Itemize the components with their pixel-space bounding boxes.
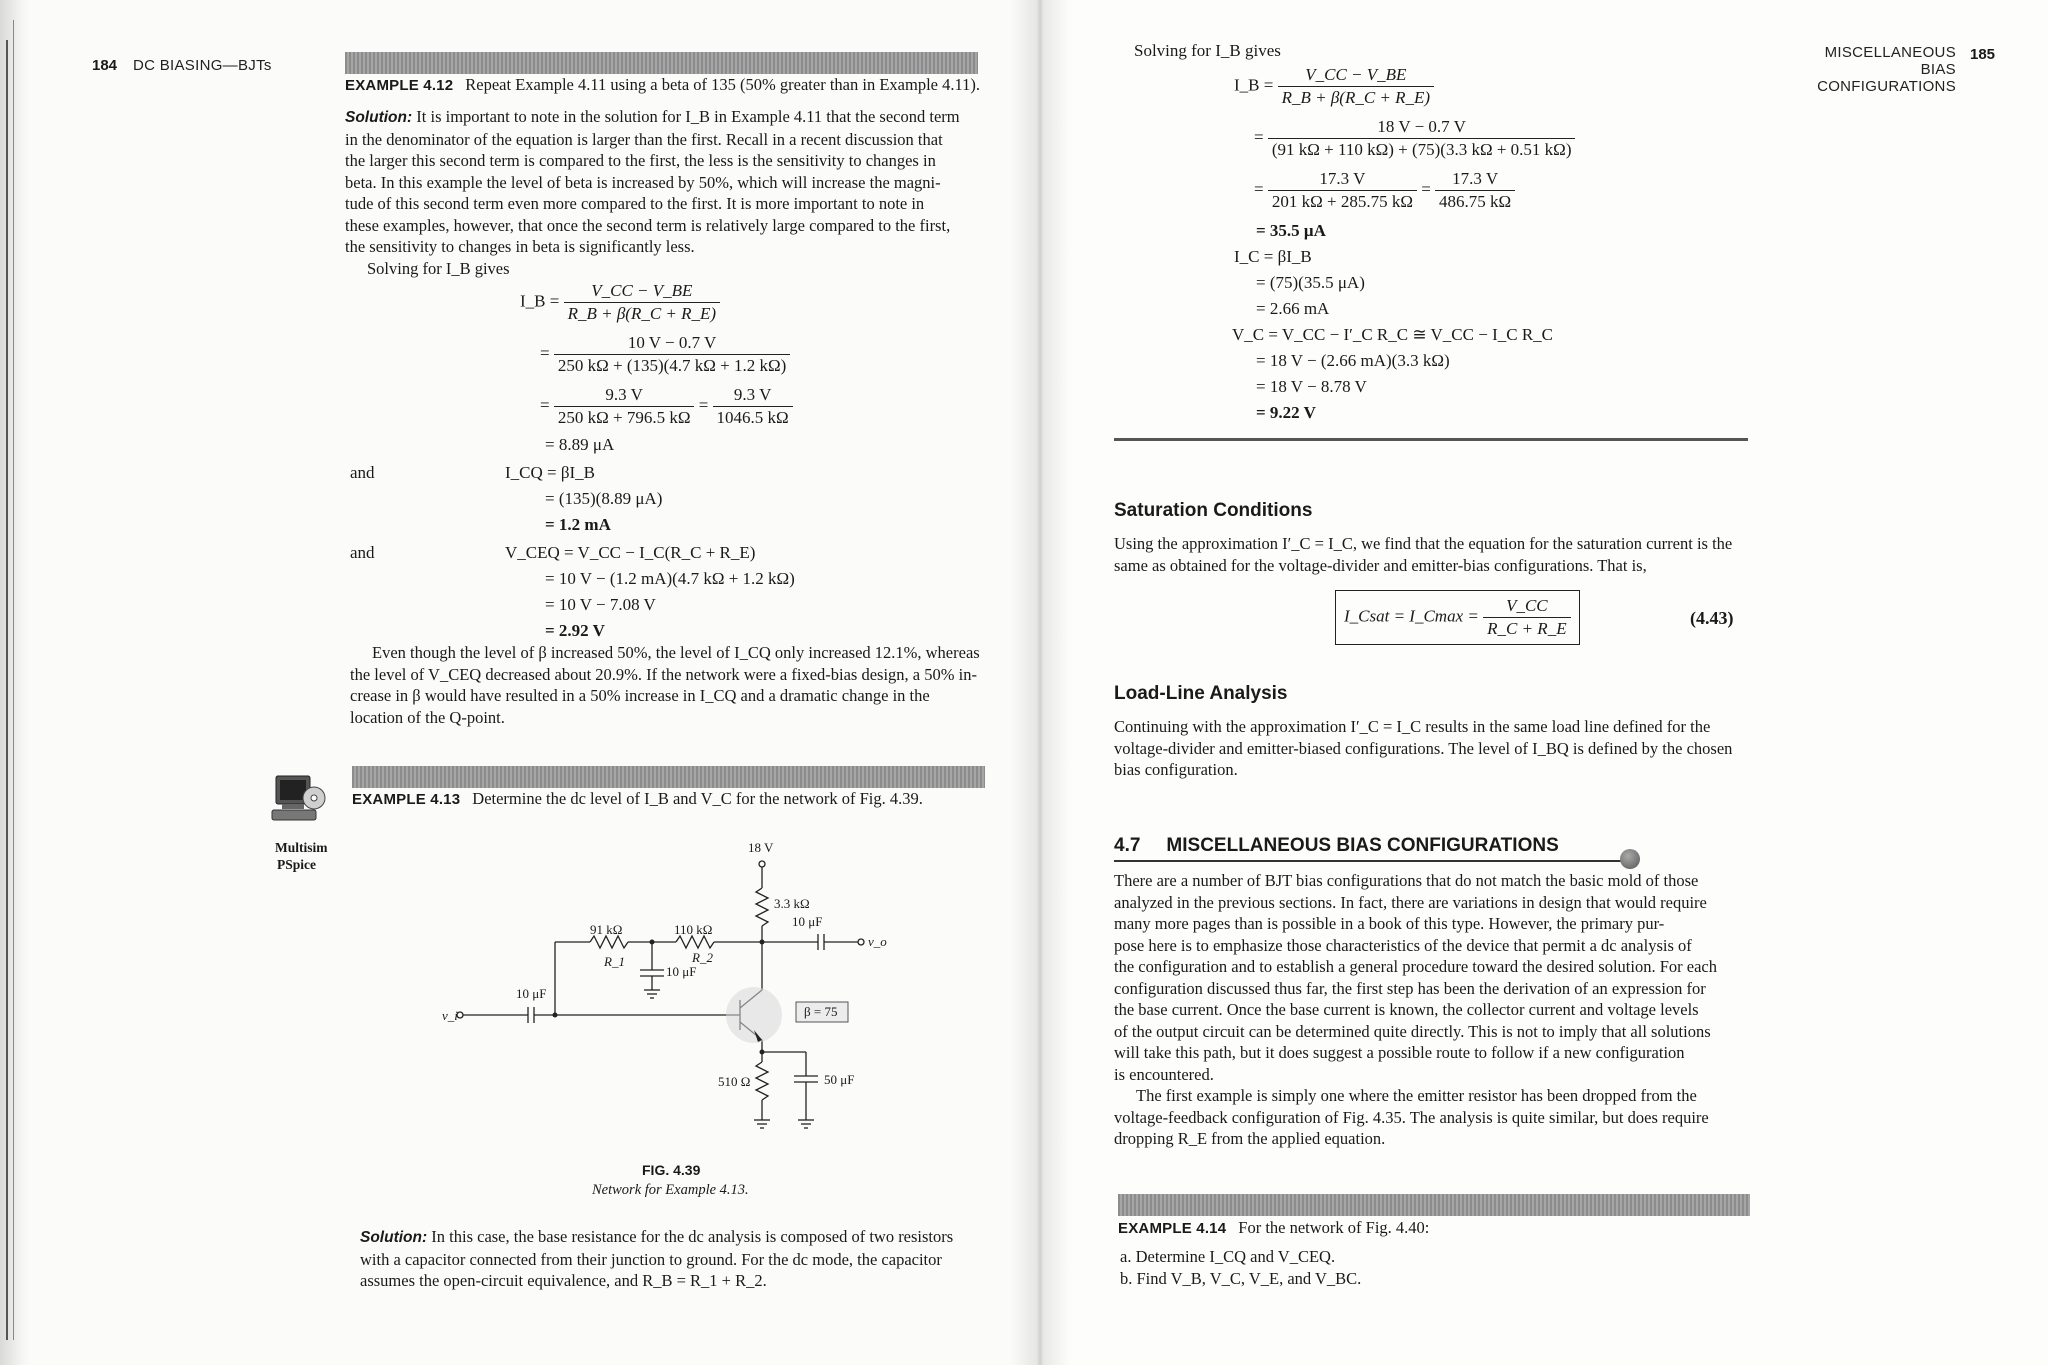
solution-line: tude of this second term even more compared to the first. It is more important to note in bbox=[345, 194, 925, 213]
running-head-line: CONFIGURATIONS bbox=[1817, 78, 1956, 95]
ib-result: = 8.89 μA bbox=[545, 435, 615, 454]
denominator: 1046.5 kΩ bbox=[716, 408, 789, 427]
denominator: R_C + R_E bbox=[1487, 619, 1567, 638]
solution-label: Solution: bbox=[345, 109, 413, 126]
fig-label: FIG. 4.39 bbox=[642, 1162, 701, 1178]
solving-line: Solving for I_B gives bbox=[1134, 41, 1281, 60]
text-line: will take this path, but it does suggest a possible route to follow if a new configuration bbox=[1114, 1043, 1685, 1062]
fraction bbox=[554, 384, 695, 429]
example-413-statement: Determine the dc level of I_B and V_C for the network of Fig. 4.39. bbox=[472, 789, 923, 808]
solution-line: the larger this second term is compared to the first, the less is the sensitivity to changes in bbox=[345, 151, 936, 170]
example-end-rule bbox=[1114, 438, 1748, 441]
solving-line: Solving for I_B gives bbox=[367, 258, 510, 278]
text-line: Continuing with the approximation I′_C = I_C results in the same load line defined for the bbox=[1114, 717, 1711, 736]
rc-label: 3.3 kΩ bbox=[774, 896, 810, 911]
ce-label: 50 μF bbox=[824, 1072, 855, 1087]
r2-value-label: 110 kΩ bbox=[674, 922, 713, 937]
example-413-label: EXAMPLE 4.13 bbox=[352, 791, 461, 808]
r1-value-label: 91 kΩ bbox=[590, 922, 623, 937]
denominator: 250 kΩ + 796.5 kΩ bbox=[557, 408, 691, 427]
solution-line: in the denominator of the equation is larger than the first. Recall in a recent discussion that bbox=[345, 129, 943, 149]
fraction bbox=[554, 332, 790, 377]
beta-label: β = 75 bbox=[804, 1004, 838, 1019]
numerator: 18 V − 0.7 V bbox=[1268, 116, 1576, 139]
example-414-label: EXAMPLE 4.14 bbox=[1118, 1220, 1227, 1237]
denominator: R_B + β(R_C + R_E) bbox=[1281, 88, 1431, 107]
ib-equation-2: = $\frac{18 V - 0.7 V}{(91 k\Omega + 110 k\Omega) + (75)(3.3 k\Omega + 0.51 k\Omega)}$ bbox=[1254, 116, 1575, 161]
running-head-line: MISCELLANEOUS BIAS bbox=[1824, 44, 1956, 78]
example-414-header bbox=[1118, 1218, 1429, 1238]
vo-label: v_o bbox=[868, 934, 887, 949]
section-number: 4.7 bbox=[1114, 835, 1141, 856]
eq-lhs: I_B = bbox=[1234, 75, 1274, 95]
example-414-statement: For the network of Fig. 4.40: bbox=[1238, 1218, 1430, 1237]
saturation-text bbox=[1114, 533, 1748, 576]
solution-line: with a capacitor connected from their junction to ground. For the dc mode, the capacitor bbox=[360, 1249, 942, 1269]
eq-lhs: I_B = bbox=[520, 291, 560, 311]
numerator: V_CC bbox=[1483, 595, 1570, 618]
example-412-statement: Repeat Example 4.11 using a beta of 135 (50% greater than in Example 4.11). bbox=[465, 75, 980, 94]
solution-line: beta. In this example the level of beta is increased by 50%, which will increase the magni- bbox=[345, 172, 941, 192]
vc-result: = 9.22 V bbox=[1256, 403, 1316, 422]
vcc-label: 18 V bbox=[748, 840, 774, 855]
ib-equation-3: = $\frac{17.3 V}{201 k\Omega + 285.75 k\Omega}$ = $\frac{17.3 V}{486.75 k\Omega}$ bbox=[1254, 168, 1515, 213]
and-label: and bbox=[350, 463, 375, 482]
r1-label: R_1 bbox=[604, 954, 625, 969]
text-line: dropping R_E from the applied equation. bbox=[1114, 1129, 1386, 1148]
ib-equation-1 bbox=[1234, 64, 1434, 109]
saturation-equation-box bbox=[1335, 590, 1580, 645]
numerator: 9.3 V bbox=[713, 384, 793, 407]
text-line: many more pages than is possible in a book of this type. However, the primary pur- bbox=[1114, 914, 1665, 933]
text-line: of the output circuit can be determined quite directly. This is not to imply that all solutions bbox=[1114, 1021, 1711, 1041]
denominator: 201 kΩ + 285.75 kΩ bbox=[1271, 192, 1413, 211]
example-412-solution bbox=[345, 106, 979, 279]
solution-line: the sensitivity to changes in beta is significantly less. bbox=[345, 237, 695, 256]
text-line: The first example is simply one where the emitter resistor has been dropped from the bbox=[1136, 1086, 1697, 1105]
icq-equation: I_CQ = βI_B bbox=[505, 463, 596, 482]
section-bullet-icon bbox=[1620, 849, 1640, 869]
text-line: voltage-feedback configuration of Fig. 4.35. The analysis is quite similar, but does require bbox=[1114, 1107, 1709, 1127]
vceq-equation: V_CEQ = V_CC − I_C(R_C + R_E) bbox=[505, 543, 756, 562]
equation-number: (4.43) bbox=[1690, 608, 1734, 628]
example-412-header bbox=[345, 75, 980, 95]
vceq-step: = 10 V − 7.08 V bbox=[545, 595, 656, 614]
vceq-result: = 2.92 V bbox=[545, 621, 605, 640]
cout-label: 10 μF bbox=[792, 914, 823, 929]
circuit-diagram bbox=[440, 840, 900, 1160]
book-gutter bbox=[1010, 0, 1070, 1365]
cmid-label: 10 μF bbox=[666, 964, 697, 979]
denominator: 486.75 kΩ bbox=[1439, 192, 1512, 211]
closing-line: location of the Q-point. bbox=[350, 707, 505, 727]
icq-step: = (135)(8.89 μA) bbox=[545, 489, 663, 508]
solution-line: In this case, the base resistance for the dc analysis is composed of two resistors bbox=[431, 1227, 954, 1246]
computer-icon bbox=[268, 772, 328, 832]
closing-line: Even though the level of β increased 50%, the level of I_CQ only increased 12.1%, whereas bbox=[372, 643, 980, 662]
solution-label: Solution: bbox=[360, 1229, 428, 1246]
denominator: (91 kΩ + 110 kΩ) + (75)(3.3 kΩ + 0.51 kΩ) bbox=[1271, 140, 1572, 159]
text-line: pose here is to emphasize those characteristics of the device that permit a dc analysis of bbox=[1114, 935, 1692, 955]
fraction bbox=[564, 280, 721, 325]
icq-result: = 1.2 mA bbox=[545, 515, 611, 534]
vceq-step: = 10 V − (1.2 mA)(4.7 kΩ + 1.2 kΩ) bbox=[545, 569, 795, 588]
fraction bbox=[1483, 595, 1570, 640]
fraction bbox=[1268, 168, 1417, 213]
example-412-closing bbox=[350, 642, 986, 728]
solution-line: assumes the open-circuit equivalence, and R_B = R_1 + R_2. bbox=[360, 1271, 767, 1290]
re-label: 510 Ω bbox=[718, 1074, 751, 1089]
vi-label: v_i bbox=[442, 1008, 458, 1023]
ic-step: = (75)(35.5 μA) bbox=[1256, 273, 1365, 292]
text-line: bias configuration. bbox=[1114, 760, 1238, 779]
text-line: analyzed in the previous sections. In fact, there are variations in design that would require bbox=[1114, 892, 1707, 912]
numerator: V_CC − V_BE bbox=[564, 280, 721, 303]
cin-label: 10 μF bbox=[516, 986, 547, 1001]
left-running-head: DC BIASING—BJTs bbox=[133, 57, 272, 74]
ib-equation-1 bbox=[520, 280, 720, 325]
eq-lhs: I_Csat = I_Cmax = bbox=[1344, 606, 1479, 626]
right-page-number: 185 bbox=[1970, 46, 1996, 63]
vc-equation: V_C = V_CC − I′_C R_C ≅ V_CC − I_C R_C bbox=[1232, 325, 1553, 344]
fig-caption: Network for Example 4.13. bbox=[592, 1182, 749, 1198]
section-text bbox=[1114, 870, 1748, 1150]
pspice-label: PSpice bbox=[277, 857, 316, 872]
ib-equation-2: = $\frac{10 V - 0.7 V}{250 k\Omega + (135)(4.7 k\Omega + 1.2 k\Omega)}$ bbox=[540, 332, 790, 377]
closing-line: crease in β would have resulted in a 50% increase in I_CQ and a dramatic change in the bbox=[350, 686, 930, 705]
text-line: There are a number of BJT bias configurations that do not match the basic mold of those bbox=[1114, 871, 1699, 890]
example-414-bar bbox=[1118, 1194, 1750, 1216]
example-412-bar bbox=[345, 52, 978, 74]
book-edge bbox=[0, 0, 30, 1365]
example-414-items bbox=[1120, 1246, 1720, 1289]
text-line: the base current. Once the base current is known, the collector current and voltage levels bbox=[1114, 1000, 1699, 1019]
closing-line: the level of V_CEQ decreased about 20.9%. If the network were a fixed-bias design, a 50% in- bbox=[350, 664, 977, 684]
example-412-label: EXAMPLE 4.12 bbox=[345, 77, 454, 94]
text-line: Using the approximation I′_C = I_C, we find that the equation for the saturation current is the bbox=[1114, 534, 1733, 553]
saturation-heading: Saturation Conditions bbox=[1114, 500, 1313, 521]
section-title: MISCELLANEOUS BIAS CONFIGURATIONS bbox=[1166, 835, 1559, 856]
ib-result: = 35.5 μA bbox=[1256, 221, 1326, 240]
load-line-text bbox=[1114, 716, 1748, 781]
and-label: and bbox=[350, 543, 375, 562]
solution-line: It is important to note in the solution for I_B in Example 4.11 that the second term bbox=[416, 107, 960, 126]
vc-step: = 18 V − 8.78 V bbox=[1256, 377, 1367, 396]
fraction bbox=[1435, 168, 1515, 213]
ic-result: = 2.66 mA bbox=[1256, 299, 1330, 318]
numerator: 17.3 V bbox=[1268, 168, 1417, 191]
right-running-head bbox=[1790, 44, 1956, 95]
text-line: the configuration and to establish a general procedure toward the desired solution. For each bbox=[1114, 957, 1717, 976]
numerator: V_CC − V_BE bbox=[1278, 64, 1435, 87]
section-heading bbox=[1114, 835, 1559, 857]
numerator: 10 V − 0.7 V bbox=[554, 332, 790, 355]
example-413-header bbox=[352, 789, 923, 809]
list-item: a. Determine I_CQ and V_CEQ. bbox=[1120, 1247, 1336, 1266]
ib-equation-3: = $\frac{9.3 V}{250 k\Omega + 796.5 k\Omega}$ = $\frac{9.3 V}{1046.5 k\Omega}$ bbox=[540, 384, 793, 429]
load-line-heading: Load-Line Analysis bbox=[1114, 683, 1288, 704]
multisim-label: Multisim bbox=[275, 840, 328, 855]
numerator: 9.3 V bbox=[554, 384, 695, 407]
text-line: configuration discussed thus far, the first step has been the derivation of an expression for bbox=[1114, 978, 1706, 998]
left-page-number: 184 bbox=[92, 57, 118, 74]
r2-label: R_2 bbox=[692, 950, 713, 965]
fraction bbox=[1278, 64, 1435, 109]
example-413-solution bbox=[360, 1226, 992, 1292]
numerator: 17.3 V bbox=[1435, 168, 1515, 191]
denominator: 250 kΩ + (135)(4.7 kΩ + 1.2 kΩ) bbox=[557, 356, 787, 375]
section-rule bbox=[1114, 860, 1630, 862]
fraction bbox=[713, 384, 793, 429]
solution-line: these examples, however, that once the second term is relatively large compared to the first, bbox=[345, 215, 951, 235]
fraction bbox=[1268, 116, 1576, 161]
denominator: R_B + β(R_C + R_E) bbox=[567, 304, 717, 323]
example-413-bar bbox=[352, 766, 985, 788]
vc-step: = 18 V − (2.66 mA)(3.3 kΩ) bbox=[1256, 351, 1450, 370]
text-line: same as obtained for the voltage-divider and emitter-bias configurations. That is, bbox=[1114, 555, 1647, 575]
ic-equation: I_C = βI_B bbox=[1234, 247, 1312, 266]
text-line: voltage-divider and emitter-biased configurations. The level of I_BQ is defined by the chosen bbox=[1114, 738, 1733, 758]
text-line: is encountered. bbox=[1114, 1064, 1214, 1084]
list-item: b. Find V_B, V_C, V_E, and V_BC. bbox=[1120, 1268, 1362, 1288]
